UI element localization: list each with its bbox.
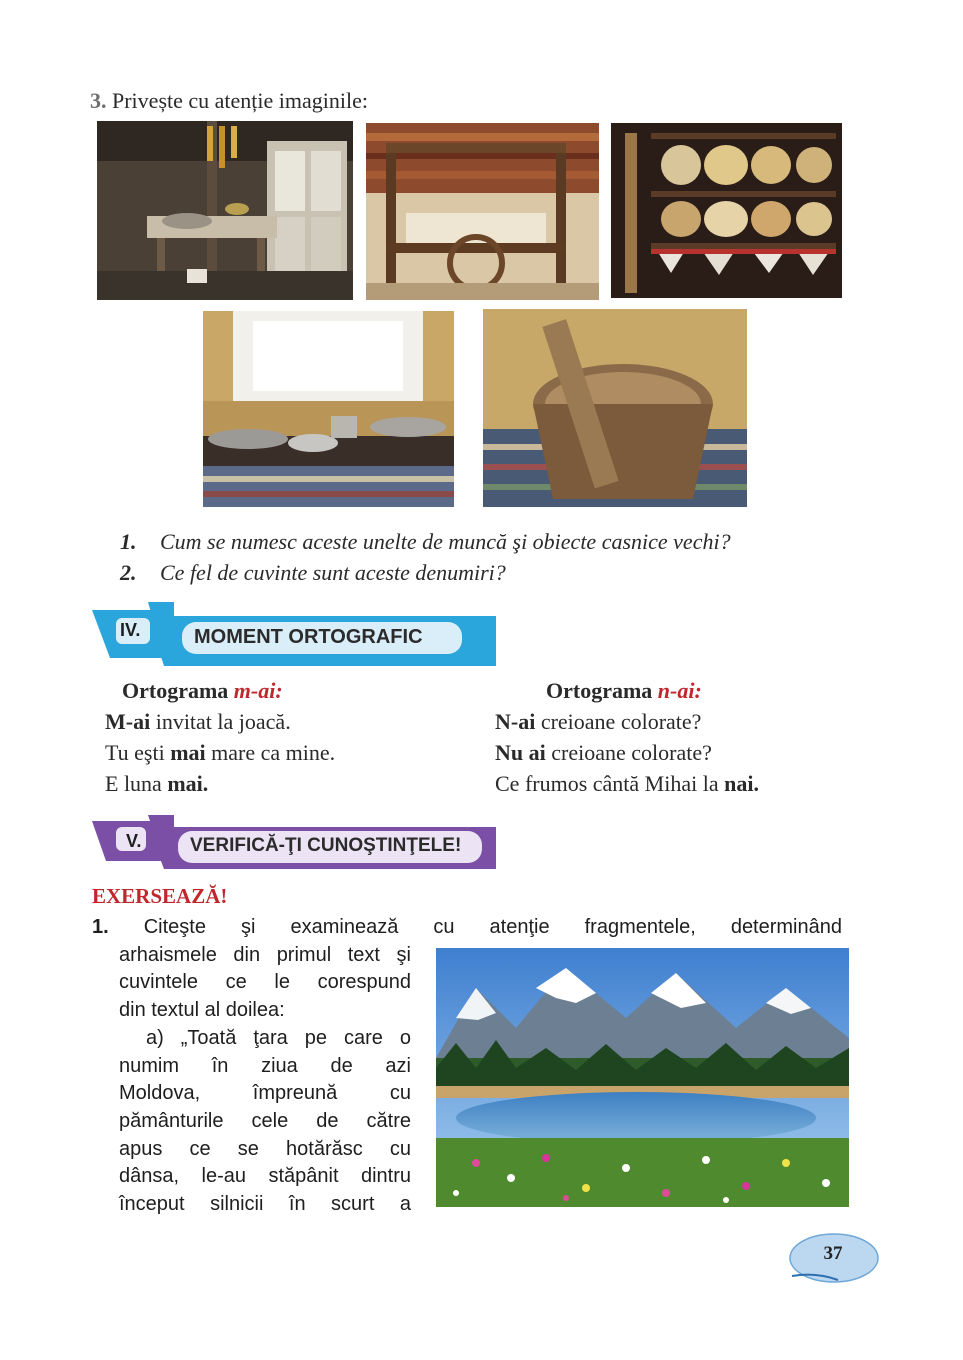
exercise-line: început silnicii în scurt a: [119, 1193, 411, 1216]
example-bold: nai.: [724, 771, 759, 796]
ortogram-header: [495, 675, 759, 706]
example-after: invitat la joacă.: [150, 709, 291, 734]
task-3-heading: [90, 88, 368, 114]
task-number: 3.: [90, 88, 107, 113]
example-line: [105, 737, 335, 768]
question-number: 1.: [120, 529, 137, 554]
page-number-badge: [786, 1232, 880, 1292]
ortogram-n-ai: [495, 675, 759, 799]
wall-shelf-plates-photo: [611, 123, 842, 298]
exercise-line: numim în ziua de azi: [119, 1054, 411, 1077]
example-after: creioane colorate?: [545, 740, 712, 765]
example-bold: mai.: [167, 771, 209, 796]
example-bold: mai: [170, 740, 206, 765]
example-line: [105, 706, 335, 737]
question-number: 2.: [120, 560, 137, 585]
exercise-first-text: Citeşte şi examinează cu atenţie fragmentele, determinând: [143, 916, 842, 938]
exercise-line: Moldova, împreună cu: [119, 1082, 411, 1105]
example-before: Tu eşti: [105, 740, 171, 765]
ortogram-header-label: Ortograma: [546, 678, 653, 703]
ortogram-header-term: n-ai:: [657, 678, 702, 703]
exercise-line: din textul al doilea:: [119, 999, 285, 1022]
questions-list: [120, 526, 731, 588]
kitchen-corner-photo: [97, 121, 353, 300]
exercise-line: a) „Toată ţara pe care o: [146, 1026, 411, 1049]
window-bench-troughs-photo: [203, 311, 454, 507]
exercise-body: [92, 942, 411, 1219]
exercise-first-line: [92, 914, 842, 942]
example-line: [495, 706, 759, 737]
exercise-number: 1.: [92, 916, 109, 938]
exercise-heading: EXERSEAZĂ!: [92, 884, 228, 908]
page-number: 37: [823, 1243, 843, 1264]
example-line: [495, 737, 759, 768]
example-line: [495, 768, 759, 799]
question-text: Ce fel de cuvinte sunt aceste denumiri?: [160, 560, 506, 585]
question-item: [120, 557, 731, 588]
question-item: [120, 526, 731, 557]
weaving-loom-photo: [366, 123, 599, 300]
ortogram-header: [105, 675, 335, 706]
mountain-lake-meadow-photo: [436, 948, 849, 1207]
ortogram-header-label: Ortograma: [122, 678, 229, 703]
section-v-number: V.: [126, 831, 142, 851]
exercise-line: cuvintele ce le corespund: [119, 971, 411, 994]
exercise-line: apus ce se hotărăsc cu: [119, 1137, 411, 1160]
ortogram-m-ai: [105, 675, 335, 799]
example-bold: Nu ai: [495, 740, 546, 765]
example-before: E luna: [105, 771, 168, 796]
exercise-line: pământurile cele de către: [119, 1109, 411, 1132]
section-v-title: VERIFICĂ-ŢI CUNOŞTINŢELE!: [190, 835, 462, 856]
task-text: Privește cu atenție imaginile:: [112, 88, 368, 113]
exercise-line: arhaismele din primul text şi: [119, 943, 411, 966]
example-before: Ce frumos cântă Mihai la: [495, 771, 725, 796]
section-iv-number: IV.: [120, 620, 141, 640]
example-line: [105, 768, 335, 799]
exercise-line: dânsa, le-au stăpânit dintru: [119, 1165, 411, 1188]
section-iv-title: MOMENT ORTOGRAFIC: [194, 626, 423, 648]
wooden-tub-washboard-photo: [483, 309, 747, 507]
question-text: Cum se numesc aceste unelte de muncă şi obiecte casnice vechi?: [160, 529, 731, 554]
example-after: creioane colorate?: [535, 709, 702, 734]
example-bold: N-ai: [495, 709, 536, 734]
example-after: mare ca mine.: [205, 740, 336, 765]
ortogram-header-term: m-ai:: [233, 678, 283, 703]
example-bold: M-ai: [105, 709, 151, 734]
